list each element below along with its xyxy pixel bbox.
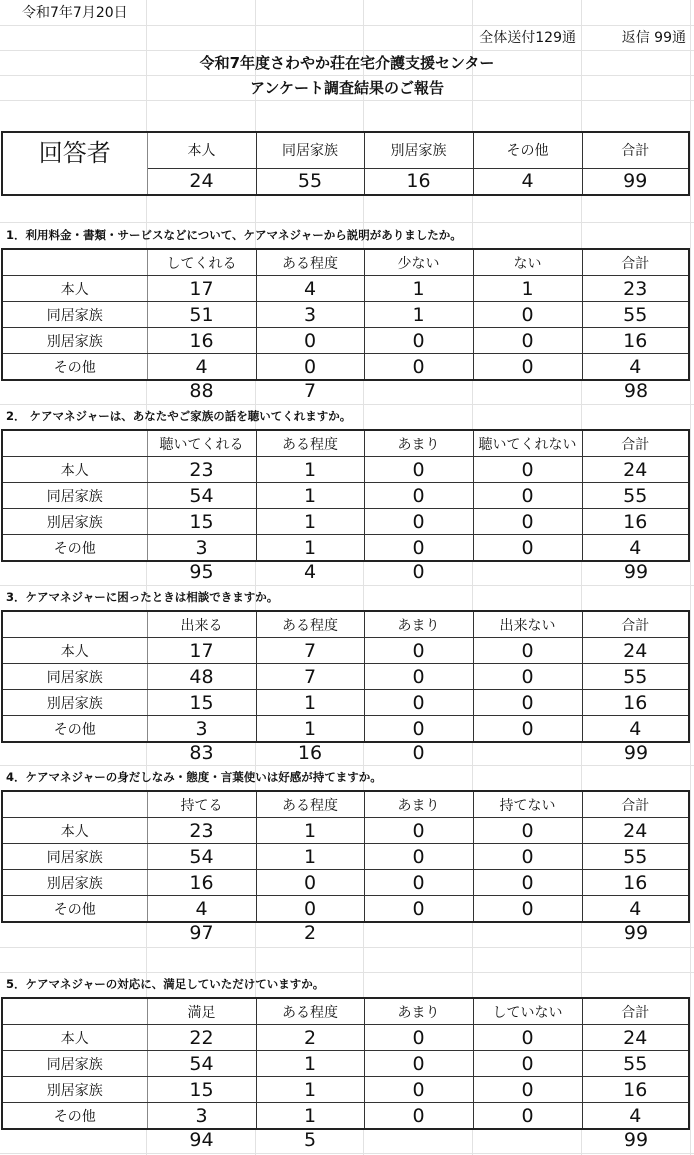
value-cell: 1 [256, 457, 364, 483]
total-cell [473, 741, 582, 766]
table-row [2, 1025, 689, 1051]
row-label: 本人 [2, 457, 147, 483]
column-header [2, 791, 147, 818]
row-label: 本人 [2, 276, 147, 302]
value-cell: 0 [364, 535, 473, 562]
total-cell: 5 [303, 1129, 317, 1151]
row-label: 本人 [2, 638, 147, 664]
value-cell: 55 [582, 664, 689, 690]
value-cell: 0 [473, 896, 582, 923]
column-header: 聴いてくれない [473, 430, 582, 457]
table-row [2, 690, 689, 716]
question-4-table [1, 790, 690, 923]
total-cell [473, 379, 582, 404]
gridline [690, 0, 691, 1155]
question-3-totals [1, 741, 690, 766]
column-header: あまり [364, 430, 473, 457]
row-label: 別居家族 [2, 870, 147, 896]
row-label: 同居家族 [2, 483, 147, 509]
column-header: 合計 [582, 998, 689, 1025]
value-cell: 3 [256, 302, 364, 328]
value-cell: 55 [582, 483, 689, 509]
value-cell: 7 [256, 638, 364, 664]
value-cell: 4 [582, 354, 689, 381]
report-subtitle: アンケート調査結果のご報告 [249, 79, 445, 97]
respondents-header-row [2, 132, 689, 168]
column-header: 持てない [473, 791, 582, 818]
report-title: 令和7年度さわやか荘在宅介護支援センター [199, 54, 495, 72]
value-cell: 0 [256, 870, 364, 896]
value-cell: 48 [147, 664, 256, 690]
value-cell: 22 [147, 1025, 256, 1051]
value-cell: 0 [364, 870, 473, 896]
value-cell: 1 [256, 535, 364, 562]
value-cell: 15 [147, 690, 256, 716]
value-cell: 0 [364, 690, 473, 716]
value-cell: 0 [473, 509, 582, 535]
value-cell: 0 [364, 1103, 473, 1130]
value-cell: 3 [147, 716, 256, 743]
value-cell: 0 [364, 328, 473, 354]
value-cell: 0 [364, 818, 473, 844]
table-row [2, 1077, 689, 1103]
total-cell: 0 [412, 561, 425, 583]
value-cell: 0 [473, 1051, 582, 1077]
column-header: 少ない [364, 249, 473, 276]
row-label: 同居家族 [2, 664, 147, 690]
value-cell: 16 [582, 690, 689, 716]
value-cell: 0 [364, 716, 473, 743]
column-header [2, 430, 147, 457]
column-header: 合計 [582, 611, 689, 638]
value-cell: 0 [473, 716, 582, 743]
row-label: その他 [2, 535, 147, 562]
question-1-totals [1, 379, 690, 404]
column-header: 本人 [147, 132, 256, 168]
column-header: ない [473, 249, 582, 276]
table-header-row [2, 998, 689, 1025]
value-cell: 4 [582, 716, 689, 743]
column-header: 同居家族 [256, 132, 364, 168]
column-header: 持てる [147, 791, 256, 818]
row-label: 別居家族 [2, 509, 147, 535]
question-3-table [1, 610, 690, 743]
value-cell: 1 [256, 716, 364, 743]
value-cell: 0 [473, 870, 582, 896]
total-cell [1, 741, 147, 766]
total-cell: 88 [189, 380, 214, 402]
row-label: その他 [2, 354, 147, 381]
value-cell: 3 [147, 1103, 256, 1130]
value-cell: 24 [147, 168, 256, 195]
value-cell: 16 [582, 328, 689, 354]
question-1-table [1, 248, 690, 381]
total-cell: 7 [303, 380, 317, 402]
value-cell: 0 [364, 1077, 473, 1103]
value-cell: 2 [256, 1025, 364, 1051]
value-cell: 24 [582, 457, 689, 483]
column-header: 別居家族 [364, 132, 473, 168]
value-cell: 1 [364, 302, 473, 328]
value-cell: 4 [582, 1103, 689, 1130]
column-header: 合計 [582, 249, 689, 276]
value-cell: 0 [473, 354, 582, 381]
value-cell: 4 [582, 896, 689, 923]
total-cell: 94 [189, 1129, 214, 1151]
value-cell: 23 [147, 457, 256, 483]
column-header: 合計 [582, 430, 689, 457]
value-cell: 51 [147, 302, 256, 328]
question-2-title: 2． ケアマネジャーは、あなたやご家族の話を聴いてくれますか。 [6, 409, 352, 423]
table-row [2, 664, 689, 690]
empty-cell [2, 168, 147, 195]
row-label: 本人 [2, 818, 147, 844]
value-cell: 0 [473, 483, 582, 509]
total-cell: 97 [189, 922, 214, 944]
value-cell: 24 [582, 818, 689, 844]
question-2-totals [1, 560, 690, 585]
table-row [2, 483, 689, 509]
value-cell: 0 [473, 535, 582, 562]
value-cell: 16 [582, 870, 689, 896]
total-cell [1, 921, 147, 946]
column-header: ある程度 [256, 611, 364, 638]
value-cell: 54 [147, 1051, 256, 1077]
total-cell [364, 1128, 473, 1153]
total-cell: 99 [623, 742, 649, 764]
total-cell: 99 [623, 561, 649, 583]
gridline [0, 1153, 694, 1154]
row-label: その他 [2, 716, 147, 743]
column-header: あまり [364, 998, 473, 1025]
value-cell: 0 [364, 354, 473, 381]
value-cell: 0 [473, 818, 582, 844]
value-cell: 0 [473, 328, 582, 354]
question-4-totals [1, 921, 690, 946]
value-cell: 17 [147, 276, 256, 302]
value-cell: 4 [256, 276, 364, 302]
value-cell: 55 [582, 1051, 689, 1077]
table-row [2, 1051, 689, 1077]
gridline [0, 947, 694, 948]
value-cell: 1 [256, 1051, 364, 1077]
value-cell: 0 [473, 690, 582, 716]
value-cell: 0 [473, 1103, 582, 1130]
respondents-table [1, 131, 690, 196]
value-cell: 24 [582, 1025, 689, 1051]
total-cell: 83 [189, 742, 214, 764]
value-cell: 0 [473, 302, 582, 328]
column-header [2, 249, 147, 276]
total-cell: 99 [623, 1129, 649, 1151]
column-header: していない [473, 998, 582, 1025]
value-cell: 1 [256, 1103, 364, 1130]
total-cell [1, 1128, 147, 1153]
value-cell: 0 [256, 896, 364, 923]
table-header-row [2, 791, 689, 818]
column-header: 合計 [582, 791, 689, 818]
value-cell: 0 [473, 844, 582, 870]
sent-total: 全体送付129通 [479, 30, 576, 46]
question-2-table [1, 429, 690, 562]
value-cell: 1 [473, 276, 582, 302]
gridline [0, 25, 694, 26]
value-cell: 0 [256, 328, 364, 354]
value-cell: 0 [473, 638, 582, 664]
total-cell: 0 [412, 742, 425, 764]
column-header: 合計 [582, 132, 689, 168]
total-cell: 99 [623, 922, 649, 944]
column-header [2, 611, 147, 638]
gridline [0, 100, 694, 101]
value-cell: 0 [364, 664, 473, 690]
value-cell: 0 [364, 483, 473, 509]
reply-count: 返信 99通 [621, 30, 686, 46]
value-cell: 0 [473, 1077, 582, 1103]
row-label: 別居家族 [2, 690, 147, 716]
column-header: 出来ない [473, 611, 582, 638]
value-cell: 16 [582, 509, 689, 535]
value-cell: 24 [582, 638, 689, 664]
table-row [2, 716, 689, 743]
row-label: 別居家族 [2, 1077, 147, 1103]
table-header-row [2, 430, 689, 457]
value-cell: 3 [147, 535, 256, 562]
value-cell: 0 [364, 896, 473, 923]
column-header: あまり [364, 611, 473, 638]
column-header: ある程度 [256, 998, 364, 1025]
value-cell: 7 [256, 664, 364, 690]
column-header: ある程度 [256, 430, 364, 457]
row-label: 同居家族 [2, 844, 147, 870]
respondents-values-row [2, 168, 689, 195]
total-cell [473, 560, 582, 585]
question-5-table [1, 997, 690, 1130]
value-cell: 54 [147, 483, 256, 509]
value-cell: 4 [473, 168, 582, 195]
column-header: あまり [364, 791, 473, 818]
value-cell: 0 [364, 1051, 473, 1077]
value-cell: 55 [582, 302, 689, 328]
table-row [2, 535, 689, 562]
question-1-title: 1．利用料金・書類・サービスなどについて、ケアマネジャーから説明がありましたか。 [6, 228, 462, 242]
row-label: 同居家族 [2, 1051, 147, 1077]
total-cell: 16 [297, 742, 323, 764]
table-row [2, 328, 689, 354]
table-row [2, 302, 689, 328]
total-cell: 2 [303, 922, 317, 944]
respondents-label: 回答者 [2, 132, 147, 168]
value-cell: 23 [147, 818, 256, 844]
total-cell [1, 379, 147, 404]
value-cell: 0 [364, 509, 473, 535]
value-cell: 0 [364, 638, 473, 664]
total-cell: 98 [623, 380, 649, 402]
question-5-title: 5．ケアマネジャーの対応に、満足していただけていますか。 [6, 977, 325, 991]
value-cell: 17 [147, 638, 256, 664]
question-3-title: 3．ケアマネジャーに困ったときは相談できますか。 [6, 590, 279, 604]
column-header: ある程度 [256, 791, 364, 818]
value-cell: 1 [256, 509, 364, 535]
row-label: 別居家族 [2, 328, 147, 354]
value-cell: 0 [256, 354, 364, 381]
value-cell: 16 [147, 870, 256, 896]
value-cell: 0 [364, 457, 473, 483]
value-cell: 1 [256, 1077, 364, 1103]
table-row [2, 1103, 689, 1130]
column-header: その他 [473, 132, 582, 168]
value-cell: 1 [256, 690, 364, 716]
value-cell: 0 [473, 1025, 582, 1051]
total-cell [473, 921, 582, 946]
table-row [2, 818, 689, 844]
column-header: ある程度 [256, 249, 364, 276]
total-cell [473, 1128, 582, 1153]
total-cell: 95 [189, 561, 214, 583]
row-label: その他 [2, 1103, 147, 1130]
value-cell: 55 [256, 168, 364, 195]
value-cell: 16 [147, 328, 256, 354]
column-header: 出来る [147, 611, 256, 638]
value-cell: 15 [147, 1077, 256, 1103]
row-label: 同居家族 [2, 302, 147, 328]
column-header: 聴いてくれる [147, 430, 256, 457]
report-date: 令和7年7月20日 [22, 5, 128, 21]
table-row [2, 457, 689, 483]
value-cell: 54 [147, 844, 256, 870]
value-cell: 1 [256, 818, 364, 844]
table-row [2, 276, 689, 302]
total-cell [364, 379, 473, 404]
value-cell: 0 [473, 664, 582, 690]
column-header: 満足 [147, 998, 256, 1025]
value-cell: 0 [364, 1025, 473, 1051]
table-header-row [2, 611, 689, 638]
value-cell: 1 [364, 276, 473, 302]
value-cell: 4 [147, 354, 256, 381]
table-row [2, 844, 689, 870]
value-cell: 1 [256, 483, 364, 509]
table-row [2, 354, 689, 381]
value-cell: 15 [147, 509, 256, 535]
column-header [2, 998, 147, 1025]
row-label: 本人 [2, 1025, 147, 1051]
value-cell: 23 [582, 276, 689, 302]
question-4-title: 4．ケアマネジャーの身だしなみ・態度・言葉使いは好感が持てますか。 [6, 770, 382, 784]
value-cell: 99 [582, 168, 689, 195]
table-row [2, 896, 689, 923]
total-cell [1, 560, 147, 585]
total-cell: 4 [303, 561, 317, 583]
value-cell: 4 [582, 535, 689, 562]
total-cell [364, 921, 473, 946]
table-row [2, 870, 689, 896]
value-cell: 1 [256, 844, 364, 870]
column-header: してくれる [147, 249, 256, 276]
table-header-row [2, 249, 689, 276]
table-row [2, 509, 689, 535]
value-cell: 16 [364, 168, 473, 195]
value-cell: 16 [582, 1077, 689, 1103]
value-cell: 4 [147, 896, 256, 923]
value-cell: 0 [473, 457, 582, 483]
row-label: その他 [2, 896, 147, 923]
table-row [2, 638, 689, 664]
question-5-totals [1, 1128, 690, 1153]
value-cell: 0 [364, 844, 473, 870]
value-cell: 55 [582, 844, 689, 870]
